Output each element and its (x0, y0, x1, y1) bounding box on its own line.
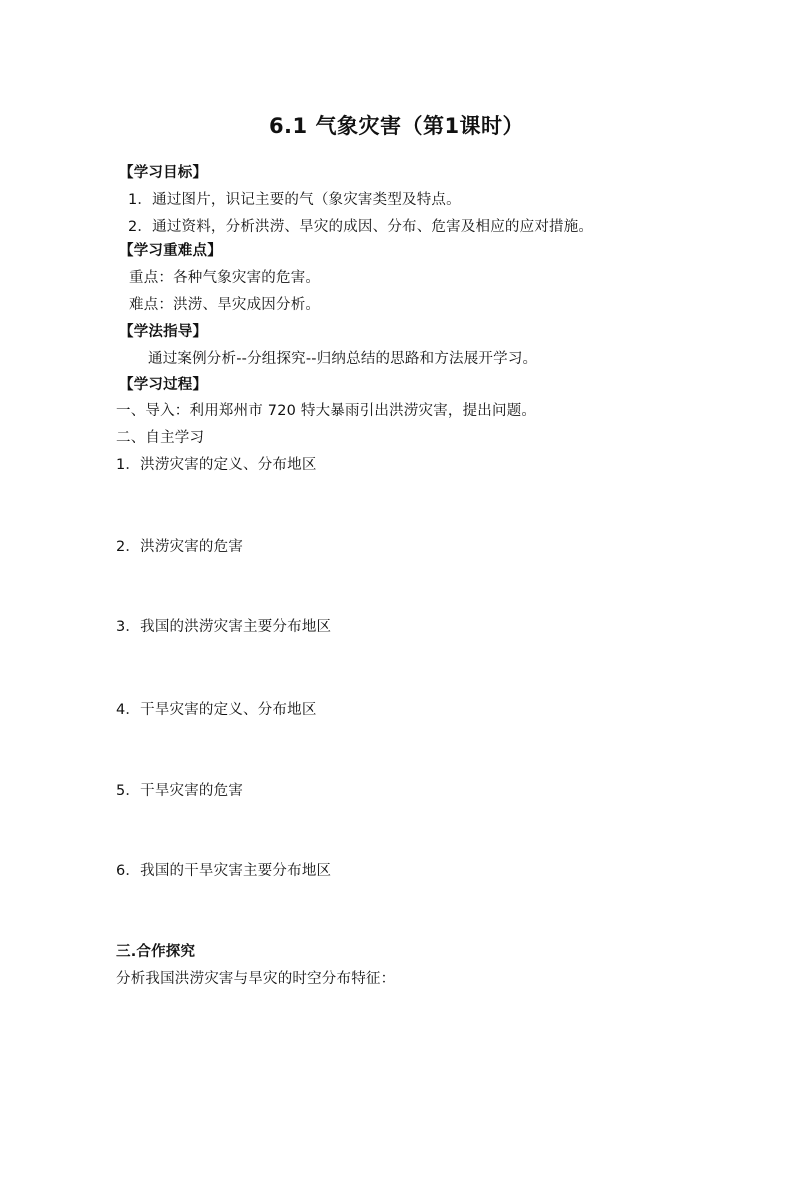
objective-item-2: 2．通过资料，分析洪涝、旱灾的成因、分布、危害及相应的应对措施。 (128, 219, 594, 235)
question-item-2: 2．洪涝灾害的危害 (116, 539, 244, 555)
difficult-point: 难点：洪涝、旱灾成因分析。 (129, 297, 321, 313)
method-text: 通过案例分析--分组探究--归纳总结的思路和方法展开学习。 (148, 351, 538, 367)
process-heading: 【学习过程】 (119, 377, 208, 393)
question-item-3: 3．我国的洪涝灾害主要分布地区 (116, 619, 332, 635)
page-title: 6.1 气象灾害（第1课时） (268, 114, 525, 138)
intro-text: 一、导入：利用郑州市 720 特大暴雨引出洪涝灾害，提出问题。 (116, 403, 537, 419)
important-point: 重点：各种气象灾害的危害。 (129, 270, 321, 286)
question-item-1: 1．洪涝灾害的定义、分布地区 (116, 457, 317, 473)
question-item-4: 4．干旱灾害的定义、分布地区 (116, 702, 317, 718)
question-item-6: 6．我国的干旱灾害主要分布地区 (116, 863, 332, 879)
objectives-heading: 【学习目标】 (119, 165, 208, 181)
objective-item-1: 1．通过图片，识记主要的气（象灾害类型及特点。 (128, 192, 461, 208)
key-points-heading: 【学习重难点】 (119, 243, 222, 259)
self-study-heading: 二、自主学习 (116, 430, 205, 446)
cooperation-text: 分析我国洪涝灾害与旱灾的时空分布特征： (116, 971, 396, 987)
question-item-5: 5．干旱灾害的危害 (116, 783, 244, 799)
method-heading: 【学法指导】 (119, 324, 208, 340)
cooperation-heading: 三.合作探究 (116, 944, 196, 960)
